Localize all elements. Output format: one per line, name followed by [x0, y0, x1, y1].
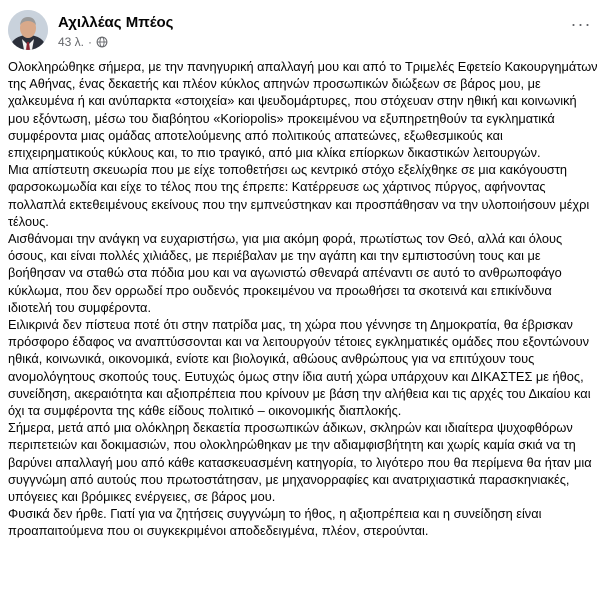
- post-header: [8, 10, 599, 56]
- post-paragraph: Μια απίστευτη σκευωρία που με είχε τοποθετήσει ως κεντρικό στόχο εξελίχθηκε σε μια κακόγουστη φαρσοκωμωδία και είχε το τέλος που της έπρεπε: Κατέρρευσε ως χάρτινος πύργος, αφήνοντας πολλαπλά εκτεθειμένους εκείνους που την εμπνεύστηκαν και προσπάθησαν να την υλοποιήσουν μέχρι τέλους.: [8, 162, 590, 229]
- post-paragraph: Σήμερα, μετά από μια ολόκληρη δεκαετία προσωπικών άδικων, σκληρών και ιδιαίτερα ψυχοφθόρων περιπετειών και δοκιμασιών, που ολοκληρώθηκαν με την αδιαμφισβήτητη και χωρίς καμία σκιά να τη βαρύνει απαλλαγή μου από κάθε κατασκευασμένη κατηγορία, το λιγότερο που θα περίμενα θα ήταν μια συγγνώμη από αυτούς που πρωτοστάτησαν, με μηχανορραφίες και ανατριχιαστικά παρασκηνιακές, υπόγειες και βρόμικες ενέργειες, σε βάρος μου.: [8, 420, 592, 505]
- post-paragraph: Φυσικά δεν ήρθε. Γιατί για να ζητήσεις συγγνώμη το ήθος, η αξιοπρέπεια και η συνείδηση είναι προαπαιτούμενα που οι συγκεκριμένοι αποδεδειγμένα, πλέον, στερούνται.: [8, 506, 542, 539]
- avatar[interactable]: [8, 10, 48, 50]
- post-meta: 43 λ. ·: [58, 35, 108, 49]
- post-paragraph: Αισθάνομαι την ανάγκη να ευχαριστήσω, για μια ακόμη φορά, πρωτίστως τον Θεό, αλλά και όλους όσους, και είναι πολλές χιλιάδες, με περιέβαλαν με την αγάπη και την εμπιστοσύνη τους και με βοήθησαν να σταθώ στα πόδια μου και να αγωνιστώ σθεναρά απέναντι σε αυτό το ανθρωποφάγο κύκλωμα, που δεν ορρωδεί προ ουδενός προκειμένου να προωθήσει τα σκοτεινά και επικίνδυνα ιδιοτελή του συμφέροντα.: [8, 231, 563, 315]
- post-paragraph: Ολοκληρώθηκε σήμερα, με την πανηγυρική απαλλαγή μου και από το Τριμελές Εφετείο Κακουργημάτων της Αθήνας, ένας δεκαετής και πλέον κύκλος απηνών προσωπικών διώξεων σε βάρος μου, με χαλκευμένα ή και ανύπαρκτα «στοιχεία» και ψευδομάρτυρες, που στόχευαν στην ηθική και κοινωνική μου εξόντωση, μέσω του διαβόητου «Koriopolis» προκειμένου να εξυπηρετηθούν τα εγκληματικά συμφέροντα μιας ομάδας αποτελούμενης από πολιτικούς απατεώνες, εξωθεσμικούς και επιχειρηματικούς κύκλους και, το πιο τραγικό, από μια κλίκα επίορκων δικαστικών λειτουργών.: [8, 59, 598, 161]
- author-name[interactable]: Αχιλλέας Μπέος: [58, 14, 174, 31]
- post-paragraph: Ειλικρινά δεν πίστευα ποτέ ότι στην πατρίδα μας, τη χώρα που γέννησε τη Δημοκρατία, θα έβρισκαν πρόσφορο έδαφος να αναπτύσσονται και να λειτουργούν τέτοιες εγκληματικές ομάδες που εξοντώνουν ηθικά, κοινωνικά, οικονομικά, ενίοτε και βιολογικά, αθώους ανθρώπους για να επιτύχουν τους ανομολόγητους σκοπούς τους. Ευτυχώς όμως στην ίδια αυτή χώρα υπάρχουν και ΔΙΚΑΣΤΕΣ με ήθος, συνείδηση, ακεραιότητα και αξιοπρέπεια που κρίνουν με βάση την αλήθεια και τις αρχές του Δικαίου και όχι τα συμφέροντα της κάθε είδους πολιτικό – οικονομικής διαπλοκής.: [8, 317, 591, 419]
- post-time[interactable]: 43 λ.: [58, 35, 85, 49]
- more-options-icon[interactable]: ···: [570, 14, 592, 34]
- globe-icon: [96, 36, 108, 48]
- post-body: [8, 58, 598, 540]
